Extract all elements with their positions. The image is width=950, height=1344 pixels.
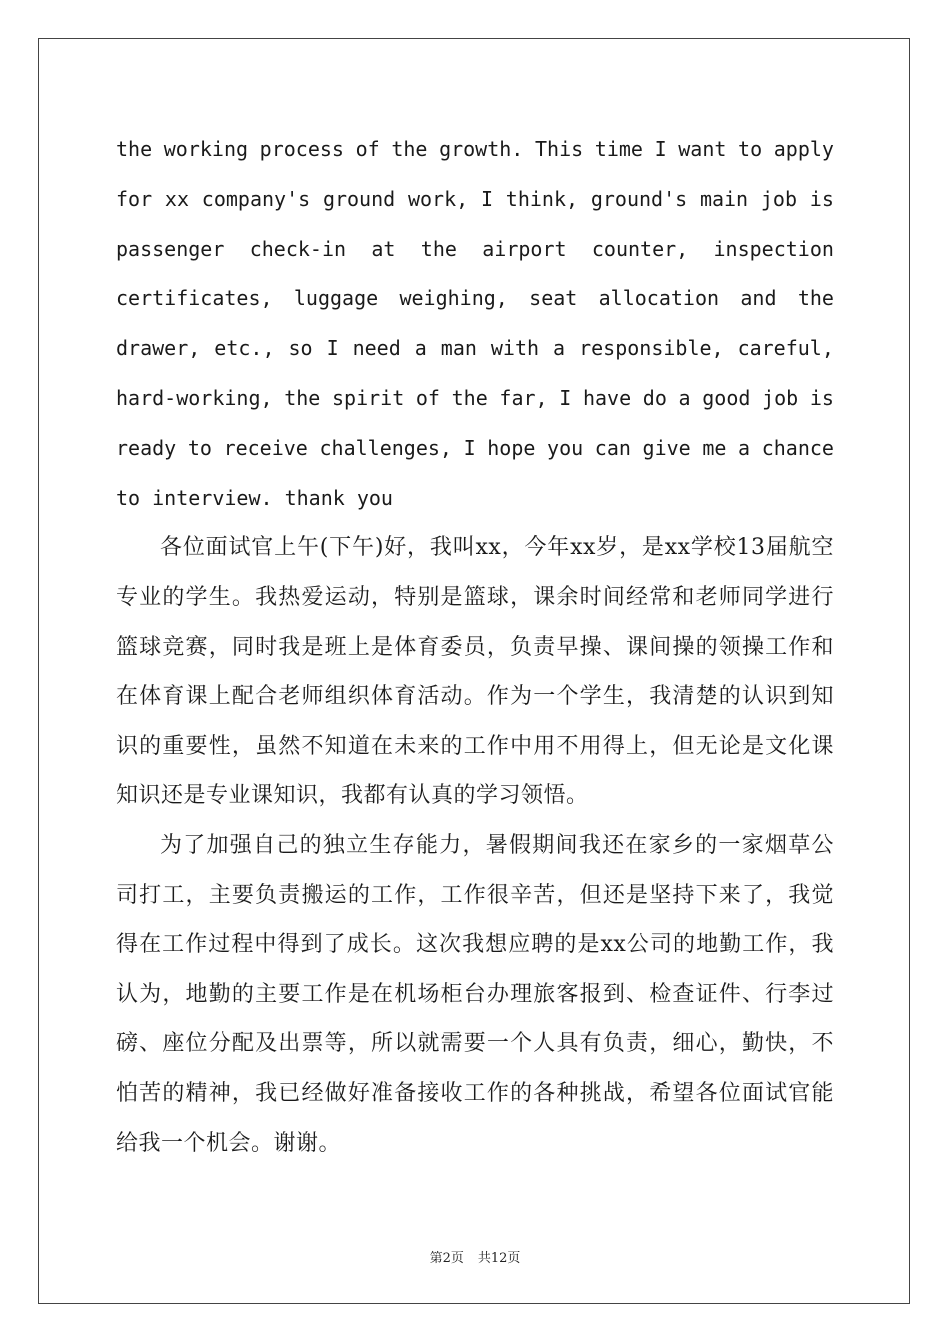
page-total: 共12页 [477, 1251, 521, 1266]
english-line: the working process of the growth. This time I want to apply [116, 137, 834, 161]
chinese-paragraph: 各位面试官上午(下午)好，我叫xx，今年xx岁，是xx学校13届航空专业的学生。我热爱运动，特别是篮球，课余时间经常和老师同学进行篮球竞赛，同时我是班上是体育委员，负责早操、课间操的领操工作和在体育课上配合老师组织体育活动。作为一个学生，我清楚的认识到知识的重要性，虽然不知道在未来的工作中用不用得上，但无论是文化课知识还是专业课知识，我都有认真的学习领悟。 [116, 535, 834, 809]
english-line: hard-working, the spirit of the far, I have do a good job is [116, 385, 834, 410]
english-paragraph [116, 125, 834, 523]
english-line: certificates, luggage weighing, seat allocation and the [116, 286, 834, 311]
chinese-section [116, 523, 834, 1168]
english-line: drawer, etc., so I need a man with a responsible, careful, [116, 336, 834, 361]
english-line: ready to receive challenges, I hope you can give me a chance [116, 435, 834, 460]
english-line: passenger check-in at the airport counter, inspection [116, 236, 834, 261]
page-number: 第2页 [429, 1251, 464, 1266]
english-line: for xx company's ground work, I think, ground's main job is [116, 186, 834, 211]
document-body [116, 125, 834, 1168]
page-footer [0, 1247, 950, 1266]
chinese-paragraph: 为了加强自己的独立生存能力，暑假期间我还在家乡的一家烟草公司打工，主要负责搬运的工作，工作很辛苦，但还是坚持下来了，我觉得在工作过程中得到了成长。这次我想应聘的是xx公司的地勤工作，我认为，地勤的主要工作是在机场柜台办理旅客报到、检查证件、行李过磅、座位分配及出票等，所以就需要一个人具有负责，细心，勤快，不怕苦的精神，我已经做好准备接收工作的各种挑战，希望各位面试官能给我一个机会。谢谢。 [116, 832, 834, 1156]
english-line: to interview. thank you [116, 485, 393, 510]
